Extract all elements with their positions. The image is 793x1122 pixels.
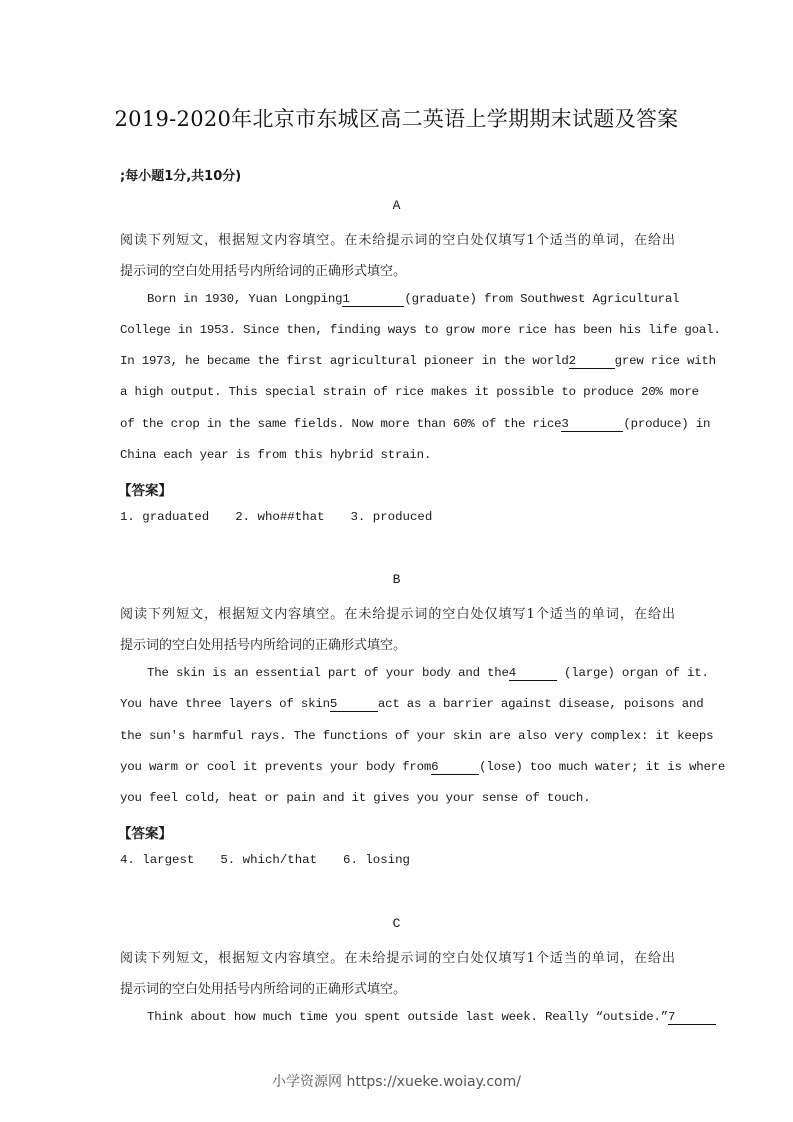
blank-6: 6 [431, 761, 479, 775]
answer-list [120, 853, 436, 867]
answer-list [120, 510, 458, 524]
passage-line [147, 292, 680, 307]
instruction-line-2: 提示词的空白处用括号内所给词的正确形式填空。 [120, 638, 407, 653]
answer-item: 4. largest [120, 853, 195, 867]
passage-line [120, 354, 716, 369]
instruction-line-2: 提示词的空白处用括号内所给词的正确形式填空。 [120, 264, 407, 279]
passage-text: (lose) too much water; it is where [479, 760, 726, 774]
passage-line [147, 1010, 675, 1025]
passage-text: You have three layers of skin [120, 697, 330, 711]
answer-item: 1. graduated [120, 510, 210, 524]
passage-text: act as a barrier against disease, poisons and [377, 697, 704, 711]
passage-text: Think about how much time you spent outside last week. Really “outside.” [147, 1010, 668, 1024]
instruction-line-1: 阅读下列短文，根据短文内容填空。在未给提示词的空白处仅填写1个适当的单词，在给出 [120, 607, 675, 622]
section-label-c: C [392, 916, 401, 931]
passage-line [120, 760, 726, 775]
passage-text: of the crop in the same fields. Now more than 60% of the rice [120, 417, 562, 431]
passage-line [120, 417, 711, 432]
passage-text: (large) organ of it. [556, 666, 709, 680]
instruction-line-1: 阅读下列短文，根据短文内容填空。在未给提示词的空白处仅填写1个适当的单词，在给出 [120, 951, 675, 966]
passage-text: grew rice with [614, 354, 716, 368]
footer-watermark: 小学资源网 https://xueke.woiay.com/ [272, 1074, 521, 1090]
answer-heading: 【答案】 [118, 826, 172, 842]
scoring-note: ;每小题1分,共10分) [120, 169, 242, 184]
passage-line: China each year is from this hybrid strain. [120, 448, 432, 462]
answer-heading: 【答案】 [118, 483, 172, 499]
passage-line: you feel cold, heat or pain and it gives you your sense of touch. [120, 791, 591, 805]
passage-line: a high output. This special strain of rice makes it possible to produce 20% more [120, 385, 699, 399]
passage-line [120, 697, 704, 712]
passage-text: In 1973, he became the first agricultural pioneer in the world [120, 354, 569, 368]
passage-line [147, 666, 709, 681]
instruction-line-1: 阅读下列短文，根据短文内容填空。在未给提示词的空白处仅填写1个适当的单词，在给出 [120, 233, 675, 248]
blank-3: 3 [561, 418, 623, 432]
passage-text: The skin is an essential part of your body and the [147, 666, 509, 680]
passage-text: (graduate) from Southwest Agricultural [404, 292, 680, 306]
section-label-a: A [392, 198, 401, 213]
blank-2: 2 [569, 355, 615, 369]
answer-item: 2. who##that [235, 510, 325, 524]
passage-text: you warm or cool it prevents your body from [120, 760, 432, 774]
answer-item: 6. losing [343, 853, 410, 867]
passage-line: the sun's harmful rays. The functions of your skin are also very complex: it keeps [120, 729, 714, 743]
blank-4: 4 [509, 667, 557, 681]
passage-text: Born in 1930, Yuan Longping [147, 292, 343, 306]
blank-1: 1 [342, 293, 404, 307]
answer-item: 5. which/that [220, 853, 318, 867]
blank-5: 5 [330, 698, 378, 712]
page-title: 2019-2020年北京市东城区高二英语上学期期末试题及答案 [114, 107, 679, 131]
passage-line: College in 1953. Since then, finding ways to grow more rice has been his life goal. [120, 323, 721, 337]
blank-7: 7 [668, 1011, 716, 1025]
passage-text: (produce) in [623, 417, 711, 431]
answer-item: 3. produced [350, 510, 433, 524]
instruction-line-2: 提示词的空白处用括号内所给词的正确形式填空。 [120, 982, 407, 997]
section-label-b: B [392, 572, 401, 587]
